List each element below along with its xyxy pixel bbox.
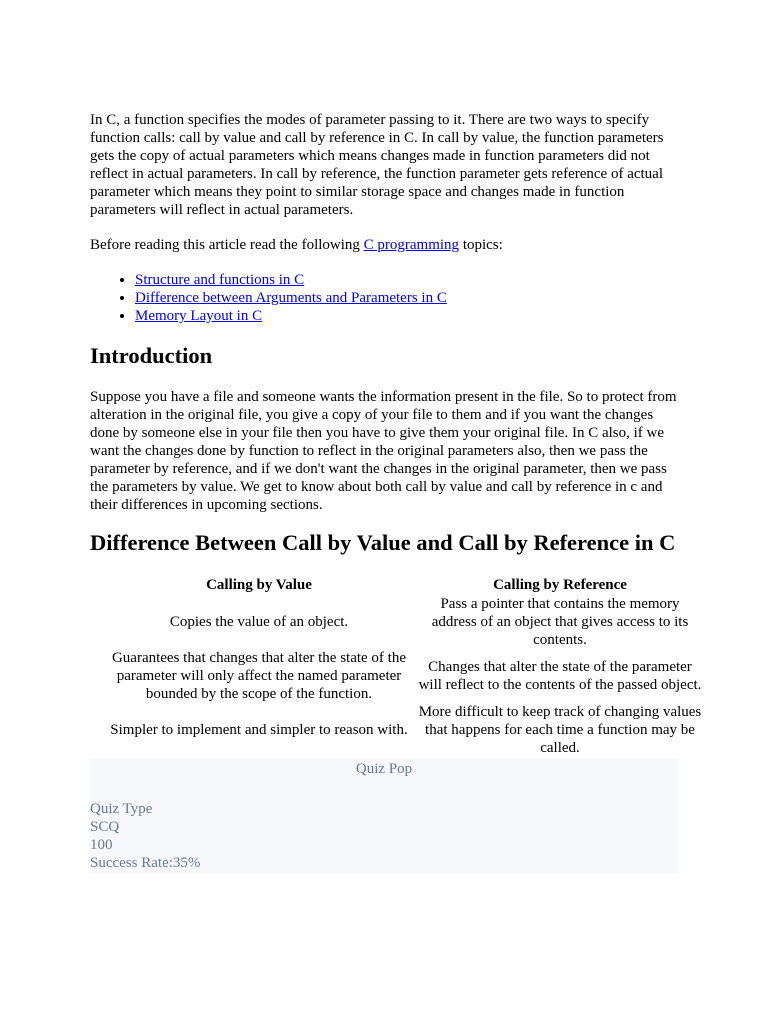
article-content	[90, 111, 702, 873]
table-cell: Copies the value of an object.	[169, 614, 349, 630]
column-header-value: Calling by Value	[206, 577, 312, 593]
table-cell: Changes that alter the state of the parameter will reflect to the contents of the passed object.	[418, 659, 702, 693]
list-item	[135, 307, 680, 325]
introduction-heading: Introduction	[90, 343, 213, 368]
quiz-success-rate: Success Rate:35%	[90, 855, 201, 871]
before-prefix: Before reading this article read the following	[90, 237, 364, 253]
introduction-paragraph: Suppose you have a file and someone wants the information present in the file. So to protect from alteration in the original file, you give a copy of your file to them and if you want the changes done by someone else in your file then you have to give them your original file. In C also, if we want the changes done by function to reflect in the original parameters also, then we pass the parameter by reference, and if we don't want the changes in the original parameter, then we pass the parameters by value. We get to know about both call by value and call by reference in c and their differences in upcoming sections.	[90, 389, 677, 513]
topic-link-arguments-parameters[interactable]: Difference between Arguments and Parameters in C	[135, 290, 447, 306]
quiz-box[interactable]	[90, 759, 678, 873]
quiz-type-label: Quiz Type	[90, 801, 153, 817]
before-reading-paragraph	[90, 236, 680, 254]
quiz-title: Quiz Pop	[355, 761, 413, 777]
comparison-table	[105, 576, 707, 757]
topics-list	[90, 271, 680, 325]
quiz-points: 100	[90, 837, 113, 853]
quiz-type-value: SCQ	[90, 819, 120, 835]
quiz-meta	[90, 800, 678, 872]
table-row	[105, 595, 707, 649]
table-cell: Guarantees that changes that alter the state of the parameter will only affect the named parameter bounded by the scope of the function.	[111, 650, 407, 702]
table-header-row	[105, 576, 707, 595]
column-header-reference: Calling by Reference	[493, 577, 627, 593]
topic-link-memory-layout[interactable]: Memory Layout in C	[135, 308, 263, 324]
topic-link-structure-functions[interactable]: Structure and functions in C	[135, 272, 305, 288]
table-cell: Pass a pointer that contains the memory address of an object that gives access to its contents.	[431, 596, 689, 648]
c-programming-link[interactable]: C programming	[363, 237, 460, 253]
table-cell: More difficult to keep track of changing values that happens for each time a function may be called.	[418, 704, 702, 756]
intro-paragraph: In C, a function specifies the modes of parameter passing to it. There are two ways to specify function calls: call by value and call by reference in C. In call by value, the function parameters gets the copy of actual parameters which means changes made in function parameters did not reflect in actual parameters. In call by reference, the function parameter gets reference of actual parameter which means they point to similar storage space and changes made in function parameters will reflect in actual parameters.	[90, 112, 664, 218]
list-item	[135, 271, 680, 289]
difference-heading: Difference Between Call by Value and Call by Reference in C	[90, 530, 676, 555]
table-row	[105, 649, 707, 703]
table-cell: Simpler to implement and simpler to reason with.	[110, 722, 408, 738]
list-item	[135, 289, 680, 307]
table-row	[105, 703, 707, 757]
before-suffix: topics:	[459, 237, 503, 253]
